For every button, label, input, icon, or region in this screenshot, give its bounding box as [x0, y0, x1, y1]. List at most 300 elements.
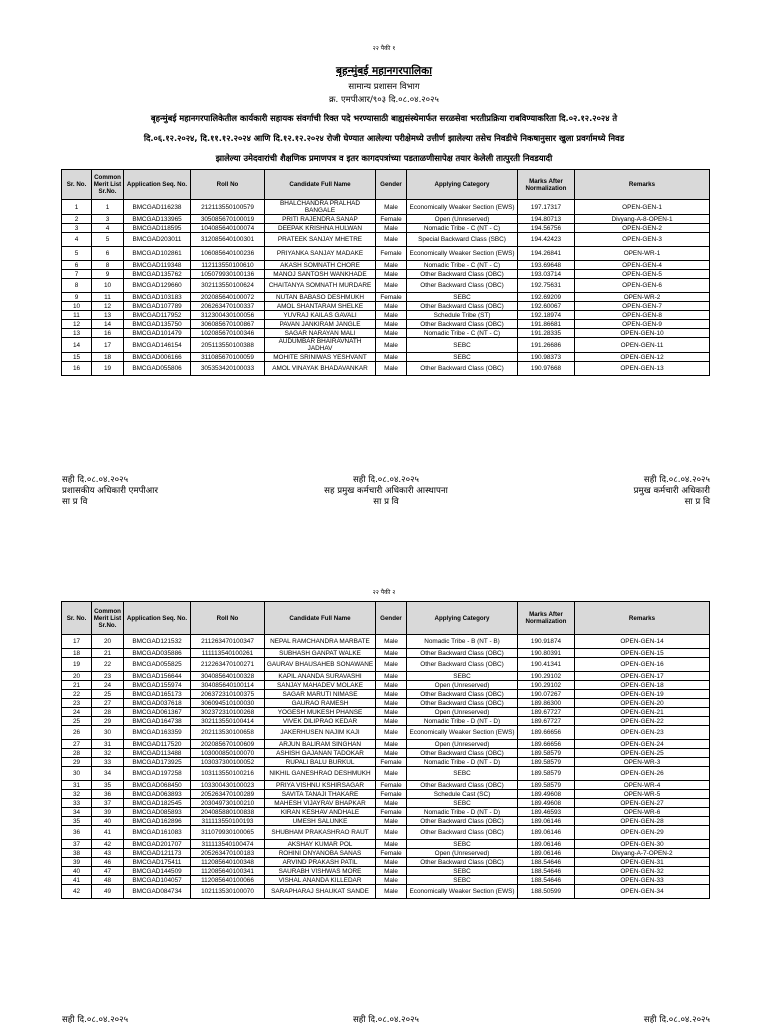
cell-gender: Male [376, 817, 407, 826]
cell-remarks: OPEN-GEN-23 [575, 726, 710, 740]
table-row [62, 261, 710, 270]
cell-application-seq: BMCGAD197258 [124, 767, 191, 781]
cell-remarks: OPEN-GEN-28 [575, 817, 710, 826]
cell-application-seq: BMCGAD113488 [124, 749, 191, 758]
cell-sr-no: 29 [62, 758, 92, 767]
cell-remarks: OPEN-GEN-1 [575, 200, 710, 215]
cell-roll-no: 112085640100348 [191, 858, 265, 867]
cell-candidate-name: BHALCHANDRA PRALHAD BANGALE [265, 200, 376, 215]
table-row [62, 817, 710, 826]
page-number: २२ पैकी २ [372, 589, 396, 596]
table-row [62, 767, 710, 781]
cell-category: Economically Weaker Section (EWS) [407, 885, 518, 899]
cell-sr-no: 3 [62, 224, 92, 233]
cell-marks: 189.58579 [518, 749, 575, 758]
cell-application-seq: BMCGAD102861 [124, 247, 191, 261]
cell-remarks: OPEN-GEN-31 [575, 858, 710, 867]
cell-merit-no: 9 [92, 270, 124, 279]
cell-application-seq: BMCGAD165173 [124, 690, 191, 699]
cell-roll-no: 106085640100236 [191, 247, 265, 261]
cell-category: Nomadic Tribe - D (NT - D) [407, 808, 518, 817]
cell-merit-no: 19 [92, 362, 124, 376]
cell-gender: Male [376, 279, 407, 293]
cell-roll-no: 302113550100414 [191, 717, 265, 726]
cell-merit-no: 29 [92, 717, 124, 726]
page-number: २२ पैकी १ [372, 45, 396, 52]
cell-sr-no: 21 [62, 681, 92, 690]
cell-gender: Male [376, 200, 407, 215]
table-row [62, 233, 710, 247]
cell-roll-no: 305353420100033 [191, 362, 265, 376]
signature-role: सह प्रमुख कर्मचारी अधिकारी आस्थापना [324, 486, 448, 496]
table-row [62, 329, 710, 338]
cell-category: Other Backward Class (OBC) [407, 690, 518, 699]
cell-marks: 189.06146 [518, 826, 575, 840]
cell-application-seq: BMCGAD035886 [124, 649, 191, 658]
cell-sr-no: 1 [62, 200, 92, 215]
cell-roll-no: 312300430100056 [191, 311, 265, 320]
cell-category: SEBC [407, 338, 518, 353]
cell-sr-no: 38 [62, 849, 92, 858]
cell-gender: Male [376, 726, 407, 740]
table-row [62, 293, 710, 302]
table-row [62, 717, 710, 726]
cell-application-seq: BMCGAD055806 [124, 362, 191, 376]
cell-remarks: OPEN-GEN-11 [575, 338, 710, 353]
cell-application-seq: BMCGAD156644 [124, 672, 191, 681]
cell-gender: Male [376, 708, 407, 717]
cell-roll-no: 304085640100328 [191, 672, 265, 681]
cell-category: Other Backward Class (OBC) [407, 302, 518, 311]
cell-merit-no: 1 [92, 200, 124, 215]
cell-gender: Male [376, 681, 407, 690]
cell-sr-no: 27 [62, 740, 92, 749]
cell-sr-no: 11 [62, 311, 92, 320]
cell-remarks: OPEN-GEN-14 [575, 635, 710, 649]
cell-marks: 189.58579 [518, 781, 575, 790]
cell-gender: Male [376, 858, 407, 867]
cell-marks: 189.67727 [518, 717, 575, 726]
selection-table-page-1 [61, 169, 710, 376]
cell-candidate-name: GAURAO RAMESH [265, 699, 376, 708]
cell-category: Special Backward Class (SBC) [407, 233, 518, 247]
cell-candidate-name: MOHITE SRINIWAS YESHVANT [265, 353, 376, 362]
cell-marks: 192.18974 [518, 311, 575, 320]
cell-category: Economically Weaker Section (EWS) [407, 726, 518, 740]
table-row [62, 320, 710, 329]
reference-number: क्र. एमपीआर/९०३ दि.०८.०४.२०२५ [329, 95, 439, 105]
cell-marks: 194.56756 [518, 224, 575, 233]
cell-application-seq: BMCGAD175411 [124, 858, 191, 867]
cell-application-seq: BMCGAD104057 [124, 876, 191, 885]
cell-sr-no: 5 [62, 247, 92, 261]
cell-category: Nomadic Tribe - D (NT - D) [407, 717, 518, 726]
cell-application-seq: BMCGAD135762 [124, 270, 191, 279]
cell-category: SEBC [407, 799, 518, 808]
cell-merit-no: 11 [92, 293, 124, 302]
table-row [62, 758, 710, 767]
cell-sr-no: 12 [62, 320, 92, 329]
signature-role: प्रमुख कर्मचारी अधिकारी [633, 486, 710, 496]
col-header-roll-no: Roll No [191, 602, 265, 635]
cell-marks: 188.54646 [518, 867, 575, 876]
cell-marks: 190.80391 [518, 649, 575, 658]
col-header-candidate-name: Candidate Full Name [265, 170, 376, 200]
cell-roll-no: 205263470100183 [191, 849, 265, 858]
cell-remarks: OPEN-GEN-34 [575, 885, 710, 899]
table-row [62, 302, 710, 311]
organization-title: बृहन्मुंबई महानगरपालिका [336, 65, 432, 77]
cell-gender: Male [376, 320, 407, 329]
cell-gender: Male [376, 840, 407, 849]
cell-merit-no: 33 [92, 758, 124, 767]
signature-date: सही दि.०८.०४.२०२५ [643, 1015, 710, 1025]
cell-roll-no: 104085640100074 [191, 224, 265, 233]
cell-gender: Male [376, 649, 407, 658]
cell-sr-no: 4 [62, 233, 92, 247]
table-row [62, 699, 710, 708]
cell-category: SEBC [407, 867, 518, 876]
cell-remarks: OPEN-GEN-20 [575, 699, 710, 708]
cell-candidate-name: SUBHASH GANPAT WALKE [265, 649, 376, 658]
table-row [62, 840, 710, 849]
cell-marks: 190.29102 [518, 681, 575, 690]
cell-marks: 190.29102 [518, 672, 575, 681]
cell-roll-no: 102113530100070 [191, 885, 265, 899]
cell-remarks: OPEN-GEN-16 [575, 658, 710, 672]
cell-marks: 191.86681 [518, 320, 575, 329]
cell-sr-no: 16 [62, 362, 92, 376]
cell-sr-no: 9 [62, 293, 92, 302]
cell-candidate-name: ROHINI DNYANOBA SANAS [265, 849, 376, 858]
cell-remarks: OPEN-GEN-19 [575, 690, 710, 699]
cell-remarks: OPEN-GEN-33 [575, 876, 710, 885]
cell-category: Other Backward Class (OBC) [407, 279, 518, 293]
table-row [62, 649, 710, 658]
cell-candidate-name: VISHAL ANANDA KILLEDAR [265, 876, 376, 885]
cell-category: Open (Unreserved) [407, 681, 518, 690]
cell-category: SEBC [407, 672, 518, 681]
table-row [62, 781, 710, 790]
cell-roll-no: 305085670100019 [191, 215, 265, 224]
cell-remarks: OPEN-GEN-2 [575, 224, 710, 233]
cell-roll-no: 205113550100388 [191, 338, 265, 353]
cell-remarks: OPEN-GEN-29 [575, 826, 710, 840]
cell-gender: Female [376, 215, 407, 224]
table-row [62, 247, 710, 261]
cell-merit-no: 48 [92, 876, 124, 885]
cell-merit-no: 49 [92, 885, 124, 899]
cell-gender: Male [376, 302, 407, 311]
cell-sr-no: 25 [62, 717, 92, 726]
notice-line: दि.०६.१२.२०२४, दि.११.१२.२०२४ आणि दि.१२.१२.२०२४ रोजी घेण्यात आलेल्या परीक्षेमध्ये उत्तीर्ण झालेल्या तसेच निवडीचे निकषानुसार खुला प्रवर्गामध्ये निवड [143, 133, 625, 143]
cell-roll-no: 203049730100210 [191, 799, 265, 808]
cell-remarks: OPEN-GEN-27 [575, 799, 710, 808]
cell-merit-no: 37 [92, 799, 124, 808]
col-header-application-seq: Application Seq. No. [124, 602, 191, 635]
cell-gender: Female [376, 247, 407, 261]
cell-merit-no: 4 [92, 224, 124, 233]
cell-sr-no: 10 [62, 302, 92, 311]
cell-marks: 189.58579 [518, 758, 575, 767]
cell-roll-no: 112085640100341 [191, 867, 265, 876]
table-row [62, 690, 710, 699]
signature-role: प्रशासकीय अधिकारी एमपीआर [62, 486, 158, 496]
cell-remarks: OPEN-GEN-5 [575, 270, 710, 279]
cell-category: Economically Weaker Section (EWS) [407, 247, 518, 261]
cell-roll-no: 212263470100271 [191, 658, 265, 672]
cell-candidate-name: YOGESH MUKESH PHANSE [265, 708, 376, 717]
cell-gender: Male [376, 311, 407, 320]
notice-line: बृहन्मुंबई महानगरपालिकेतील कार्यकारी सहायक संवर्गाची रिक्त पदे भरण्यासाठी बाह्यसंस्थेमार्फत सरळसेवा भरतीप्रक्रिया राबविण्याकरिता दि.०२.१२.२०२४ ते [150, 113, 618, 123]
cell-remarks: OPEN-GEN-15 [575, 649, 710, 658]
cell-roll-no: 103037300100052 [191, 758, 265, 767]
cell-candidate-name: ARJUN BALIRAM SINGHAN [265, 740, 376, 749]
cell-merit-no: 30 [92, 726, 124, 740]
cell-roll-no: 311085670100059 [191, 353, 265, 362]
cell-roll-no: 211263470100347 [191, 635, 265, 649]
table-row [62, 338, 710, 353]
cell-merit-no: 36 [92, 790, 124, 799]
cell-gender: Female [376, 781, 407, 790]
cell-roll-no: 112113550100610 [191, 261, 265, 270]
cell-candidate-name: SANJAY MAHADEV MOLAKE [265, 681, 376, 690]
cell-application-seq: BMCGAD103183 [124, 293, 191, 302]
cell-roll-no: 312085640100301 [191, 233, 265, 247]
cell-marks: 189.49608 [518, 799, 575, 808]
cell-gender: Male [376, 233, 407, 247]
cell-merit-no: 18 [92, 353, 124, 362]
cell-candidate-name: SAURABH VISHWAS MORE [265, 867, 376, 876]
cell-gender: Male [376, 740, 407, 749]
cell-merit-no: 34 [92, 767, 124, 781]
signature-date: सही दि.०८.०४.२०२५ [62, 475, 129, 485]
cell-application-seq: BMCGAD182545 [124, 799, 191, 808]
cell-gender: Male [376, 717, 407, 726]
cell-candidate-name: DEEPAK KRISHNA HULWAN [265, 224, 376, 233]
cell-application-seq: BMCGAD084734 [124, 885, 191, 899]
cell-merit-no: 23 [92, 672, 124, 681]
cell-remarks: OPEN-GEN-3 [575, 233, 710, 247]
cell-application-seq: BMCGAD129660 [124, 279, 191, 293]
cell-application-seq: BMCGAD146154 [124, 338, 191, 353]
cell-sr-no: 42 [62, 885, 92, 899]
cell-candidate-name: NIKHIL GANESHRAO DESHMUKH [265, 767, 376, 781]
table-row [62, 200, 710, 215]
cell-sr-no: 32 [62, 790, 92, 799]
cell-candidate-name: MAHESH VIJAYRAV BHAPKAR [265, 799, 376, 808]
cell-category: SEBC [407, 876, 518, 885]
cell-remarks: OPEN-WR-5 [575, 790, 710, 799]
cell-merit-no: 25 [92, 690, 124, 699]
cell-merit-no: 31 [92, 740, 124, 749]
cell-marks: 190.91874 [518, 635, 575, 649]
cell-candidate-name: NEPAL RAMCHANDRA MARBATE [265, 635, 376, 649]
col-header-candidate-name: Candidate Full Name [265, 602, 376, 635]
cell-marks: 189.49608 [518, 790, 575, 799]
signature-dept: सा प्र वि [62, 497, 88, 507]
table-row [62, 867, 710, 876]
cell-merit-no: 20 [92, 635, 124, 649]
cell-roll-no: 304085640100114 [191, 681, 265, 690]
cell-gender: Male [376, 767, 407, 781]
cell-candidate-name: CHAITANYA SOMNATH MURDARE [265, 279, 376, 293]
table-row [62, 681, 710, 690]
cell-sr-no: 22 [62, 690, 92, 699]
signature-block-right [644, 1015, 710, 1026]
cell-gender: Female [376, 293, 407, 302]
cell-category: Open (Unreserved) [407, 215, 518, 224]
cell-roll-no: 103113550100216 [191, 767, 265, 781]
notice-paragraph [80, 108, 688, 168]
cell-merit-no: 16 [92, 329, 124, 338]
col-header-roll-no: Roll No [191, 170, 265, 200]
cell-marks: 189.66656 [518, 740, 575, 749]
notice-line: झालेल्या उमेदवारांची शैक्षणिक प्रमाणपत्र व इतर कागदपत्रांच्या पडताळणीसापेक्ष तयार केलेली तात्पुरती निवडयादी [215, 153, 553, 163]
table-row [62, 876, 710, 885]
cell-candidate-name: ARVIND PRAKASH PATIL [265, 858, 376, 867]
cell-candidate-name: AMOL SHANTARAM SHELKE [265, 302, 376, 311]
cell-roll-no: 212113550100579 [191, 200, 265, 215]
cell-application-seq: BMCGAD063893 [124, 790, 191, 799]
cell-application-seq: BMCGAD135750 [124, 320, 191, 329]
cell-marks: 188.54646 [518, 858, 575, 867]
cell-gender: Female [376, 849, 407, 858]
cell-marks: 190.97668 [518, 362, 575, 376]
cell-gender: Male [376, 867, 407, 876]
cell-roll-no: 306094510100030 [191, 699, 265, 708]
col-header-gender: Gender [376, 602, 407, 635]
cell-roll-no: 311079930100065 [191, 826, 265, 840]
cell-category: Other Backward Class (OBC) [407, 817, 518, 826]
cell-gender: Male [376, 261, 407, 270]
cell-marks: 193.69648 [518, 261, 575, 270]
signature-date: सही दि.०८.०४.२०२५ [643, 475, 710, 485]
table-row [62, 726, 710, 740]
cell-sr-no: 2 [62, 215, 92, 224]
cell-sr-no: 14 [62, 338, 92, 353]
cell-roll-no: 302372310100268 [191, 708, 265, 717]
cell-merit-no: 13 [92, 311, 124, 320]
cell-category: Other Backward Class (OBC) [407, 649, 518, 658]
cell-sr-no: 13 [62, 329, 92, 338]
cell-merit-no: 24 [92, 681, 124, 690]
cell-sr-no: 7 [62, 270, 92, 279]
signature-block-center [310, 475, 462, 508]
cell-marks: 197.17317 [518, 200, 575, 215]
cell-merit-no: 21 [92, 649, 124, 658]
cell-candidate-name: MANOJ SANTOSH WANKHADE [265, 270, 376, 279]
cell-remarks: OPEN-GEN-18 [575, 681, 710, 690]
cell-application-seq: BMCGAD121532 [124, 635, 191, 649]
cell-category: Nomadic Tribe - C (NT - C) [407, 329, 518, 338]
cell-application-seq: BMCGAD107789 [124, 302, 191, 311]
cell-sr-no: 34 [62, 808, 92, 817]
table-row [62, 362, 710, 376]
cell-candidate-name: SARAPHARAJ SHAUKAT SANDE [265, 885, 376, 899]
cell-sr-no: 20 [62, 672, 92, 681]
cell-merit-no: 10 [92, 279, 124, 293]
cell-candidate-name: PRATEEK SANJAY MHETRE [265, 233, 376, 247]
cell-gender: Male [376, 635, 407, 649]
cell-application-seq: BMCGAD155974 [124, 681, 191, 690]
cell-marks: 194.26841 [518, 247, 575, 261]
table-row [62, 311, 710, 320]
cell-merit-no: 35 [92, 781, 124, 790]
cell-remarks: OPEN-WR-2 [575, 293, 710, 302]
cell-application-seq: BMCGAD133965 [124, 215, 191, 224]
table-row [62, 808, 710, 817]
cell-merit-no: 41 [92, 826, 124, 840]
cell-sr-no: 30 [62, 767, 92, 781]
cell-category: Nomadic Tribe - D (NT - D) [407, 758, 518, 767]
cell-sr-no: 35 [62, 817, 92, 826]
cell-gender: Male [376, 826, 407, 840]
cell-candidate-name: SAGAR NARAYAN MALI [265, 329, 376, 338]
cell-merit-no: 40 [92, 817, 124, 826]
cell-roll-no: 302113550100624 [191, 279, 265, 293]
cell-candidate-name: AMOL VINAYAK BHADAVANKAR [265, 362, 376, 376]
cell-roll-no: 202085640100072 [191, 293, 265, 302]
cell-candidate-name: SAVITA TANAJI THAKARE [265, 790, 376, 799]
col-header-merit-list: Common Merit List Sr.No. [92, 602, 124, 635]
cell-merit-no: 6 [92, 247, 124, 261]
table-row [62, 790, 710, 799]
cell-category: Other Backward Class (OBC) [407, 699, 518, 708]
cell-category: Other Backward Class (OBC) [407, 749, 518, 758]
cell-merit-no: 5 [92, 233, 124, 247]
cell-candidate-name: JAKERHUSEN NAJIM KAJI [265, 726, 376, 740]
cell-remarks: OPEN-WR-4 [575, 781, 710, 790]
cell-merit-no: 43 [92, 849, 124, 858]
cell-category: Other Backward Class (OBC) [407, 781, 518, 790]
cell-marks: 190.98373 [518, 353, 575, 362]
table-row [62, 215, 710, 224]
table-row [62, 826, 710, 840]
cell-remarks: OPEN-GEN-17 [575, 672, 710, 681]
table-header-row [62, 602, 710, 635]
col-header-sr-no: Sr. No. [62, 602, 92, 635]
cell-application-seq: BMCGAD118595 [124, 224, 191, 233]
cell-category: SEBC [407, 353, 518, 362]
cell-category: Other Backward Class (OBC) [407, 362, 518, 376]
cell-roll-no: 306085670100867 [191, 320, 265, 329]
cell-category: Nomadic Tribe - C (NT - C) [407, 261, 518, 270]
cell-sr-no: 37 [62, 840, 92, 849]
table-row [62, 849, 710, 858]
cell-sr-no: 17 [62, 635, 92, 649]
cell-candidate-name: PAVAN JANKIRAM JANGLE [265, 320, 376, 329]
cell-application-seq: BMCGAD203011 [124, 233, 191, 247]
cell-remarks: OPEN-GEN-4 [575, 261, 710, 270]
cell-sr-no: 15 [62, 353, 92, 362]
cell-candidate-name: KAPIL ANANDA SURAVASHI [265, 672, 376, 681]
cell-marks: 189.46593 [518, 808, 575, 817]
cell-category: Schedule Cast (SC) [407, 790, 518, 799]
cell-remarks: OPEN-GEN-22 [575, 717, 710, 726]
table-row [62, 885, 710, 899]
col-header-gender: Gender [376, 170, 407, 200]
cell-category: SEBC [407, 840, 518, 849]
cell-candidate-name: AUDUMBAR BHAIRAVNATH JADHAV [265, 338, 376, 353]
col-header-remarks: Remarks [575, 170, 710, 200]
cell-roll-no: 103300430100023 [191, 781, 265, 790]
cell-merit-no: 12 [92, 302, 124, 311]
cell-remarks: OPEN-WR-3 [575, 758, 710, 767]
cell-marks: 192.75631 [518, 279, 575, 293]
cell-marks: 192.60067 [518, 302, 575, 311]
cell-category: Other Backward Class (OBC) [407, 270, 518, 279]
